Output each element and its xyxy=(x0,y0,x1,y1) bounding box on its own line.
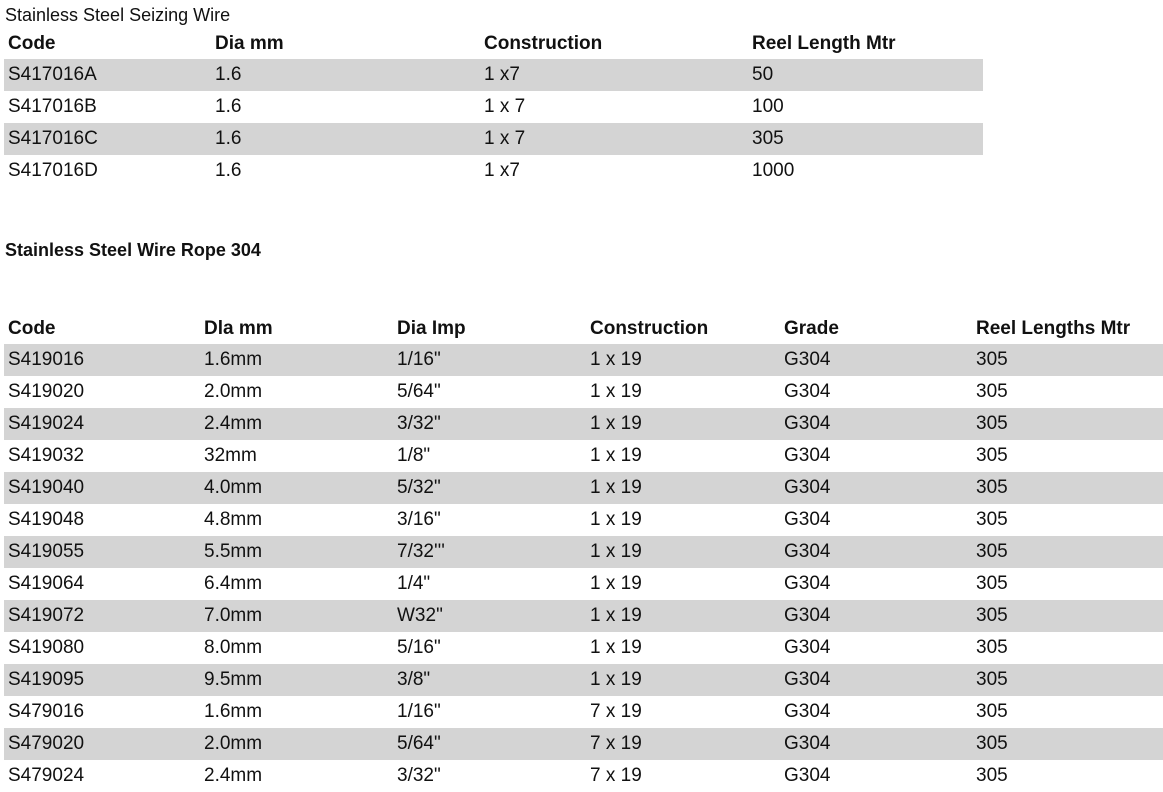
column-header-dia-mm: Dla mm xyxy=(204,318,273,339)
cell-grade: G304 xyxy=(784,637,831,658)
cell-grade: G304 xyxy=(784,413,831,434)
table-row xyxy=(4,408,1163,440)
cell-reel-lengths: 305 xyxy=(976,445,1008,466)
table-row xyxy=(4,123,983,155)
cell-reel-lengths: 305 xyxy=(976,509,1008,530)
cell-dia-imp: 3/16" xyxy=(397,509,441,530)
table-row xyxy=(4,344,1163,376)
cell-code: S419048 xyxy=(8,509,85,530)
cell-dia-mm: 9.5mm xyxy=(204,669,263,690)
column-header-dia-mm: Dia mm xyxy=(215,33,284,54)
cell-construction: 1 x 7 xyxy=(484,128,526,149)
table-row xyxy=(4,91,983,123)
cell-dia-imp: 5/64" xyxy=(397,733,441,754)
table-row xyxy=(4,536,1163,568)
cell-code: S419032 xyxy=(8,445,85,466)
table-row xyxy=(4,760,1163,792)
cell-grade: G304 xyxy=(784,669,831,690)
table-row xyxy=(4,696,1163,728)
column-header-code: Code xyxy=(8,318,56,339)
cell-construction: 1 x7 xyxy=(484,160,520,181)
table-header-row xyxy=(4,313,1163,344)
table-row xyxy=(4,600,1163,632)
cell-dia-imp: 1/16" xyxy=(397,701,441,722)
cell-construction: 7 x 19 xyxy=(590,733,642,754)
cell-reel-lengths: 305 xyxy=(976,413,1008,434)
cell-code: S417016A xyxy=(8,64,97,85)
cell-reel-lengths: 305 xyxy=(976,605,1008,626)
cell-reel-length: 305 xyxy=(752,128,784,149)
cell-dia-imp: 7/32''' xyxy=(397,541,445,562)
column-header-grade: Grade xyxy=(784,318,839,339)
cell-construction: 1 x 7 xyxy=(484,96,526,117)
cell-grade: G304 xyxy=(784,381,831,402)
seizing-wire-title: Stainless Steel Seizing Wire xyxy=(5,5,231,25)
cell-construction: 1 x 19 xyxy=(590,413,642,434)
cell-code: S419020 xyxy=(8,381,85,402)
cell-reel-lengths: 305 xyxy=(976,733,1008,754)
cell-construction: 1 x 19 xyxy=(590,477,642,498)
cell-dia-mm: 2.4mm xyxy=(204,765,263,786)
wire-rope-304-table xyxy=(4,313,1163,792)
cell-dia-imp: 1/16" xyxy=(397,349,441,370)
table-row xyxy=(4,472,1163,504)
cell-construction: 1 x 19 xyxy=(590,349,642,370)
cell-dia-mm: 1.6mm xyxy=(204,701,263,722)
cell-grade: G304 xyxy=(784,605,831,626)
cell-code: S419040 xyxy=(8,477,85,498)
cell-dia-imp: W32" xyxy=(397,605,443,626)
cell-dia-mm: 1.6 xyxy=(215,96,242,117)
cell-reel-lengths: 305 xyxy=(976,381,1008,402)
column-header-code: Code xyxy=(8,33,56,54)
cell-dia-imp: 1/4" xyxy=(397,573,431,594)
cell-grade: G304 xyxy=(784,733,831,754)
cell-code: S479024 xyxy=(8,765,85,786)
table-row xyxy=(4,155,983,187)
cell-code: S417016D xyxy=(8,160,98,181)
cell-dia-imp: 5/64" xyxy=(397,381,441,402)
cell-construction: 1 x 19 xyxy=(590,605,642,626)
cell-construction: 1 x 19 xyxy=(590,541,642,562)
seizing-wire-table xyxy=(4,28,983,187)
cell-reel-length: 1000 xyxy=(752,160,795,181)
cell-construction: 1 x 19 xyxy=(590,669,642,690)
cell-construction: 1 x7 xyxy=(484,64,520,85)
cell-construction: 1 x 19 xyxy=(590,573,642,594)
cell-grade: G304 xyxy=(784,573,831,594)
cell-construction: 7 x 19 xyxy=(590,701,642,722)
column-header-reel-length: Reel Length Mtr xyxy=(752,33,896,54)
cell-reel-lengths: 305 xyxy=(976,349,1008,370)
cell-dia-mm: 6.4mm xyxy=(204,573,263,594)
wire-rope-304-table-body xyxy=(4,344,1163,792)
cell-reel-lengths: 305 xyxy=(976,477,1008,498)
cell-dia-mm: 1.6 xyxy=(215,160,242,181)
cell-code: S419055 xyxy=(8,541,85,562)
column-header-dia-imp: Dia Imp xyxy=(397,318,466,339)
table-row xyxy=(4,504,1163,536)
cell-dia-mm: 1.6 xyxy=(215,128,242,149)
cell-code: S419072 xyxy=(8,605,85,626)
cell-reel-lengths: 305 xyxy=(976,573,1008,594)
cell-dia-mm: 2.4mm xyxy=(204,413,263,434)
cell-code: S419095 xyxy=(8,669,85,690)
cell-dia-imp: 3/8" xyxy=(397,669,431,690)
cell-reel-lengths: 305 xyxy=(976,765,1008,786)
table-header-row xyxy=(4,28,983,59)
cell-code: S479016 xyxy=(8,701,85,722)
table-row xyxy=(4,664,1163,696)
table-row xyxy=(4,568,1163,600)
cell-code: S419016 xyxy=(8,349,85,370)
cell-dia-imp: 5/32" xyxy=(397,477,441,498)
table-row xyxy=(4,376,1163,408)
cell-reel-lengths: 305 xyxy=(976,701,1008,722)
cell-code: S417016B xyxy=(8,96,97,117)
column-header-reel-lengths: Reel Lengths Mtr xyxy=(976,318,1131,339)
cell-grade: G304 xyxy=(784,349,831,370)
cell-construction: 7 x 19 xyxy=(590,765,642,786)
cell-code: S479020 xyxy=(8,733,85,754)
table-row xyxy=(4,728,1163,760)
cell-dia-mm: 32mm xyxy=(204,445,257,466)
cell-dia-mm: 2.0mm xyxy=(204,733,263,754)
cell-dia-imp: 3/32" xyxy=(397,765,441,786)
cell-grade: G304 xyxy=(784,445,831,466)
table-row xyxy=(4,59,983,91)
wire-rope-304-title: Stainless Steel Wire Rope 304 xyxy=(5,240,261,260)
cell-dia-imp: 3/32" xyxy=(397,413,441,434)
cell-code: S419024 xyxy=(8,413,85,434)
table-row xyxy=(4,632,1163,664)
cell-grade: G304 xyxy=(784,765,831,786)
cell-dia-mm: 1.6mm xyxy=(204,349,263,370)
cell-reel-length: 100 xyxy=(752,96,784,117)
cell-dia-mm: 2.0mm xyxy=(204,381,263,402)
cell-code: S419064 xyxy=(8,573,85,594)
cell-reel-lengths: 305 xyxy=(976,541,1008,562)
cell-construction: 1 x 19 xyxy=(590,445,642,466)
table-row xyxy=(4,440,1163,472)
cell-reel-length: 50 xyxy=(752,64,774,85)
cell-dia-mm: 4.0mm xyxy=(204,477,263,498)
cell-grade: G304 xyxy=(784,701,831,722)
cell-grade: G304 xyxy=(784,541,831,562)
cell-code: S417016C xyxy=(8,128,98,149)
cell-construction: 1 x 19 xyxy=(590,637,642,658)
cell-dia-imp: 5/16" xyxy=(397,637,441,658)
cell-reel-lengths: 305 xyxy=(976,669,1008,690)
cell-dia-mm: 8.0mm xyxy=(204,637,263,658)
cell-dia-mm: 5.5mm xyxy=(204,541,263,562)
cell-dia-mm: 4.8mm xyxy=(204,509,263,530)
cell-construction: 1 x 19 xyxy=(590,381,642,402)
cell-dia-mm: 1.6 xyxy=(215,64,242,85)
cell-dia-mm: 7.0mm xyxy=(204,605,263,626)
column-header-construction: Construction xyxy=(484,33,603,54)
cell-code: S419080 xyxy=(8,637,85,658)
column-header-construction: Construction xyxy=(590,318,709,339)
cell-reel-lengths: 305 xyxy=(976,637,1008,658)
cell-grade: G304 xyxy=(784,477,831,498)
cell-dia-imp: 1/8" xyxy=(397,445,431,466)
cell-construction: 1 x 19 xyxy=(590,509,642,530)
cell-grade: G304 xyxy=(784,509,831,530)
